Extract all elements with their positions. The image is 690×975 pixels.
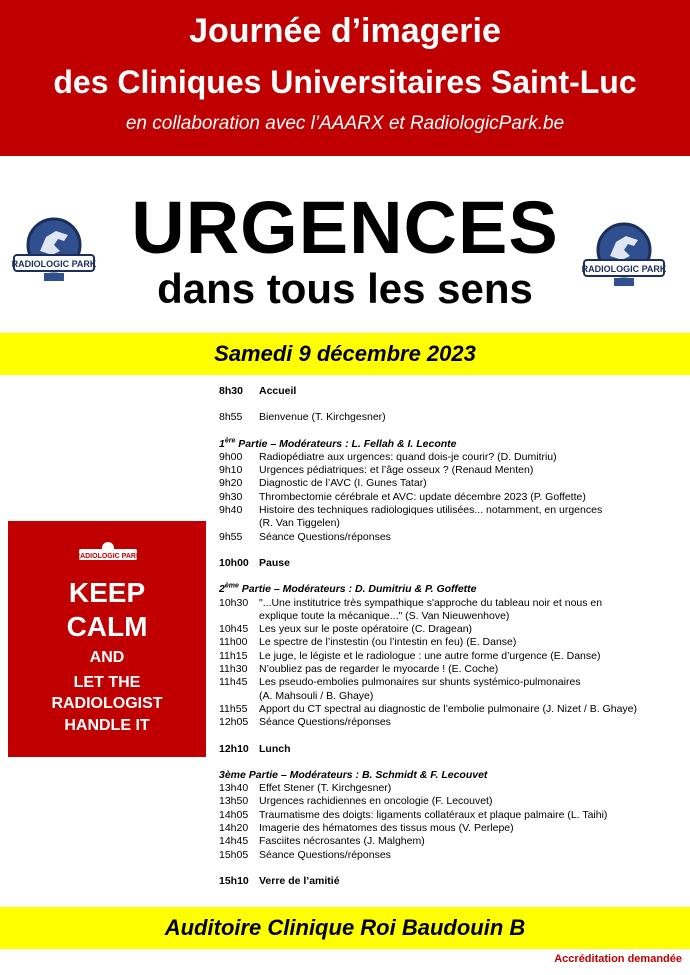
schedule-item: 9h55 Séance Questions/réponses xyxy=(219,530,391,543)
schedule-item: 11h30 N’oubliez pas de regarder le myocarde ! (E. Coche) xyxy=(219,663,499,676)
keep-calm-line6: HANDLE IT xyxy=(64,717,150,734)
part3-heading: 3ème Partie – Modérateurs : B. Schmidt & F. Lecouvet xyxy=(219,768,488,781)
svg-text:RADIOLOGIC PARK: RADIOLOGIC PARK xyxy=(12,259,96,269)
keep-calm-line1: KEEP xyxy=(68,577,146,608)
svg-text:RADIOLOGIC PARK: RADIOLOGIC PARK xyxy=(78,553,138,560)
schedule-item: 11h00 Le spectre de l’instestin (ou l’intestin en feu) (E. Danse) xyxy=(219,636,517,649)
schedule-item-bienvenue: 8h55 Bienvenue (T. Kirchgesner) xyxy=(219,411,386,424)
schedule-item: 14h20 Imagerie des hématomes des tissus mous (V. Perlepe) xyxy=(219,822,514,835)
schedule-item-accueil: 8h30 Accueil xyxy=(219,385,297,397)
keep-calm-line4: LET THE xyxy=(73,674,141,691)
schedule-item: 14h45 Fasciites nécrosantes (J. Malghem) xyxy=(219,835,425,848)
part1-heading: 1ère Partie – Modérateurs : L. Fellah & I. Leconte xyxy=(219,437,457,450)
schedule-item: 10h45 Les yeux sur le poste opératoire (C. Dragean) xyxy=(219,623,473,636)
header-collaboration: en collaboration avec l’AAARX et RadiologicPark.be xyxy=(125,113,565,134)
schedule-item: 11h45 Les pseudo-embolies pulmonaires sur shunts systémico-pulmonaires xyxy=(219,676,581,689)
header-banner xyxy=(0,0,690,156)
schedule-item: 9h10 Urgences pédiatriques: et l’âge osseux ? (Renaud Menten) xyxy=(219,464,534,477)
schedule-item: 15h05 Séance Questions/réponses xyxy=(219,848,391,861)
schedule-item: 12h05 Séance Questions/réponses xyxy=(219,716,391,729)
svg-text:RADIOLOGIC PARK: RADIOLOGIC PARK xyxy=(582,264,666,274)
schedule-item-continuation: (R. Van Tiggelen) xyxy=(259,517,340,530)
keep-calm-poster xyxy=(8,521,206,757)
schedule-item: 10h30 "...Une institutrice très sympathique s'approche du tableau noir et nous en xyxy=(219,596,603,609)
schedule-item: 14h05 Traumatisme des doigts: ligaments collatéraux et plaque palmaire (L. Taihi) xyxy=(219,808,608,821)
schedule-item: 9h40 Histoire des techniques radiologiques utilisées... notamment, en urgences xyxy=(219,504,603,517)
keep-calm-line3: AND xyxy=(89,649,125,666)
schedule-item-verre: 15h10 Verre de l’amitié xyxy=(219,874,340,887)
schedule-item-continuation: explique toute la mécanique..." (S. Van Nieuwenhove) xyxy=(259,609,510,622)
part2-heading: 2ème Partie – Modérateurs : D. Dumitriu & P. Goffette xyxy=(219,582,477,596)
accreditation-note: Accréditation demandée xyxy=(554,953,682,965)
date-banner xyxy=(0,333,690,375)
schedule-item: 11h55 Apport du CT spectral au diagnostic de l’embolie pulmonaire (J. Nizet / B. Ghaye) xyxy=(219,702,637,715)
schedule-item: 13h40 Effet Stener (T. Kirchgesner) xyxy=(219,782,392,795)
venue-name: Auditoire Clinique Roi Baudouin B xyxy=(164,915,526,940)
schedule-item: 9h30 Thrombectomie cérébrale et AVC: update décembre 2023 (P. Goffette) xyxy=(219,490,586,503)
program-schedule xyxy=(219,385,689,888)
schedule-item: 13h50 Urgences rachidiennes en oncologie (F. Lecouvet) xyxy=(219,795,493,808)
event-title: URGENCES xyxy=(131,186,559,269)
venue-banner xyxy=(0,907,690,949)
radiologic-park-badge-icon xyxy=(78,541,138,567)
keep-calm-line5: RADIOLOGIST xyxy=(51,695,163,712)
schedule-item-pause: 10h00 Pause xyxy=(219,556,290,569)
schedule-item-continuation: (A. Mahsouli / B. Ghaye) xyxy=(259,689,374,702)
schedule-item: 9h00 Radiopédiatre aux urgences: quand dois-je courir? (D. Dumitriu) xyxy=(219,450,557,463)
schedule-item-lunch: 12h10 Lunch xyxy=(219,742,291,755)
header-title-line2: des Cliniques Universitaires Saint-Luc xyxy=(53,64,637,100)
schedule-item: 9h20 Diagnostic de l’AVC (I. Gunes Tatar) xyxy=(219,477,427,490)
schedule-item: 11h15 Le juge, le légiste et le radiologue : une autre forme d’urgence (E. Danse) xyxy=(219,649,601,662)
keep-calm-line2: CALM xyxy=(66,611,148,642)
header-title-line1: Journée d’imagerie xyxy=(189,12,501,50)
event-subtitle: dans tous les sens xyxy=(157,265,533,312)
event-date: Samedi 9 décembre 2023 xyxy=(214,341,476,366)
keep-calm-badge xyxy=(78,541,138,567)
